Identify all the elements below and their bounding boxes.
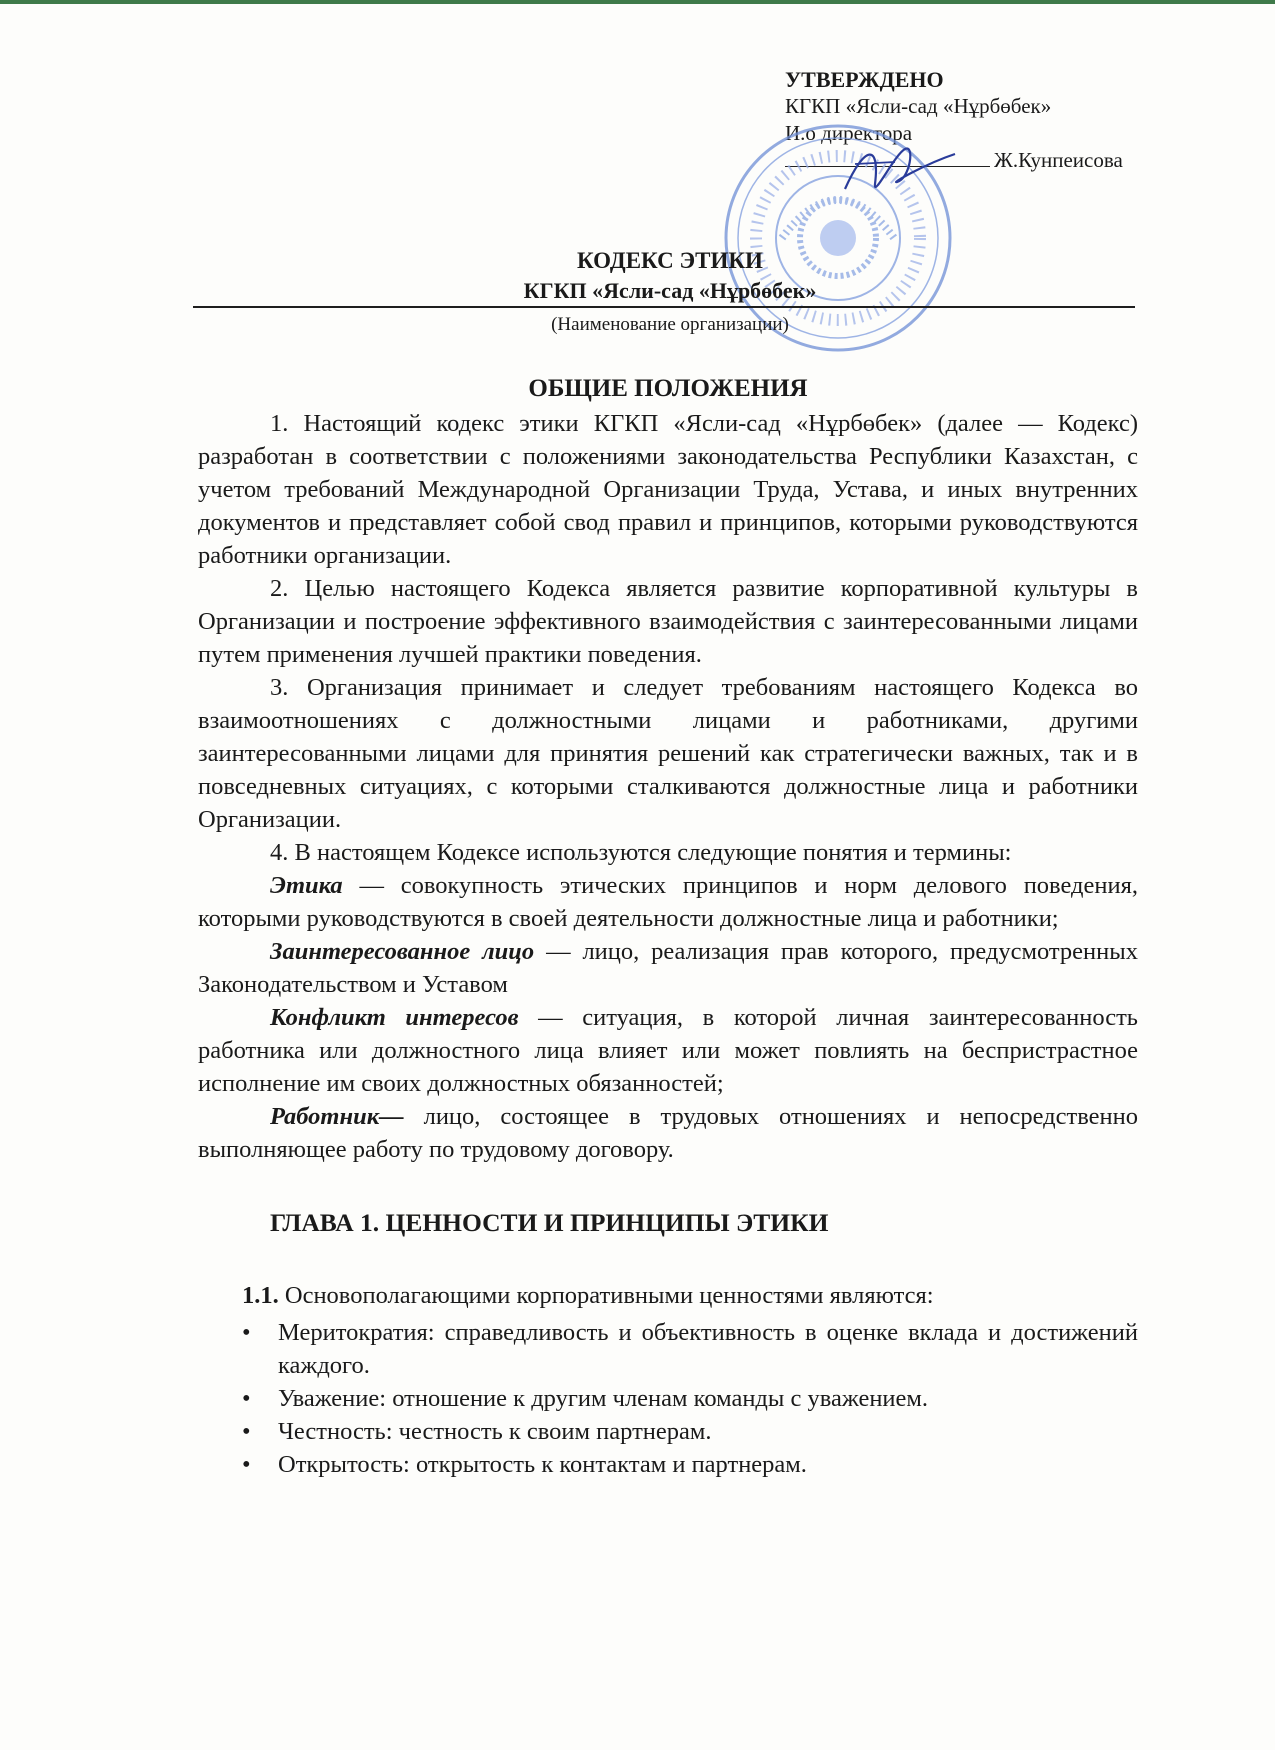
list-item: • Меритократия: справедливость и объективность в оценке вклада и достижений каждого.: [198, 1316, 1138, 1382]
approval-signer: Ж.Кунпеисова: [994, 148, 1123, 172]
subsection-number: 1.1.: [242, 1282, 279, 1309]
signature-underline: [785, 148, 990, 167]
approval-heading: УТВЕРЖДЕНО: [785, 67, 944, 92]
approval-org: КГКП «Ясли-сад «Нұрбөбек»: [785, 94, 1052, 118]
term-label: Конфликт интересов: [270, 1004, 519, 1031]
list-item: • Открытость: открытость к контактам и партнерам.: [198, 1448, 1138, 1481]
title-rule: [193, 306, 1135, 308]
subsection-1-1: [242, 1279, 1138, 1312]
term-label: Работник—: [270, 1103, 404, 1130]
approval-signature-line: [785, 147, 1245, 174]
organization-name: КГКП «Ясли-сад «Нұрбөбек»: [523, 278, 817, 303]
term-label: Этика: [270, 872, 343, 899]
term-definition: — совокупность этических принципов и норм делового поведения, которыми руководствуются в своей деятельности должностные лица и работники;: [198, 872, 1138, 932]
term-definition: — ситуация, в которой личная заинтересованность работника или должностного лица влияет или может повлиять на беспристрастное исполнение им своих должностных обязанностей;: [198, 1004, 1138, 1097]
values-list: [198, 1316, 1138, 1481]
term-ethics: [198, 869, 1138, 935]
approval-position: И.о директора: [785, 121, 913, 145]
document-body: [198, 372, 1138, 1481]
term-definition: лицо, состоящее в трудовых отношениях и непосредственно выполняющее работу по трудовому договору.: [198, 1103, 1138, 1163]
paragraph-4: 4. В настоящем Кодексе используются следующие понятия и термины:: [270, 839, 1012, 866]
approval-block: [785, 66, 1245, 174]
list-item: • Уважение: отношение к другим членам команды с уважением.: [198, 1382, 1138, 1415]
section-heading-general: ОБЩИЕ ПОЛОЖЕНИЯ: [528, 375, 808, 402]
paragraph-1: 1. Настоящий кодекс этики КГКП «Ясли-сад «Нұрбөбек» (далее — Кодекс) разработан в соответствии с положениями законодательства Республики Казахстан, с учетом требований Международной Организации Труда, Устава, и иных внутренних документов и представляет собой свод правил и принципов, которыми руководствуются работники организации.: [198, 410, 1138, 569]
list-item: • Честность: честность к своим партнерам.: [198, 1415, 1138, 1448]
subsection-text: Основополагающими корпоративными ценностями являются:: [278, 1282, 934, 1309]
organization-caption: (Наименование организации): [551, 314, 789, 335]
document-title: КОДЕКС ЭТИКИ: [577, 248, 763, 273]
term-label: Заинтересованное лицо: [270, 938, 535, 965]
chapter-1-heading: ГЛАВА 1. ЦЕННОСТИ И ПРИНЦИПЫ ЭТИКИ: [270, 1208, 829, 1237]
term-employee: [198, 1100, 1138, 1166]
paragraph-3: 3. Организация принимает и следует требованиям настоящего Кодекса во взаимоотношениях с должностными лицами и работниками, другими заинтересованными лицами для принятия решений как стратегически важных, так и в повседневных ситуациях, с которыми сталкиваются должностные лица и работники Организации.: [198, 674, 1138, 833]
term-conflict-of-interest: [198, 1001, 1138, 1100]
term-interested-person: [198, 935, 1138, 1001]
paragraph-2: 2. Целью настоящего Кодекса является развитие корпоративной культуры в Организации и построение эффективного взаимодействия с заинтересованными лицами путем применения лучшей практики поведения.: [198, 575, 1138, 668]
term-definition: — лицо, реализация прав которого, предусмотренных Законодательством и Уставом: [198, 938, 1138, 998]
